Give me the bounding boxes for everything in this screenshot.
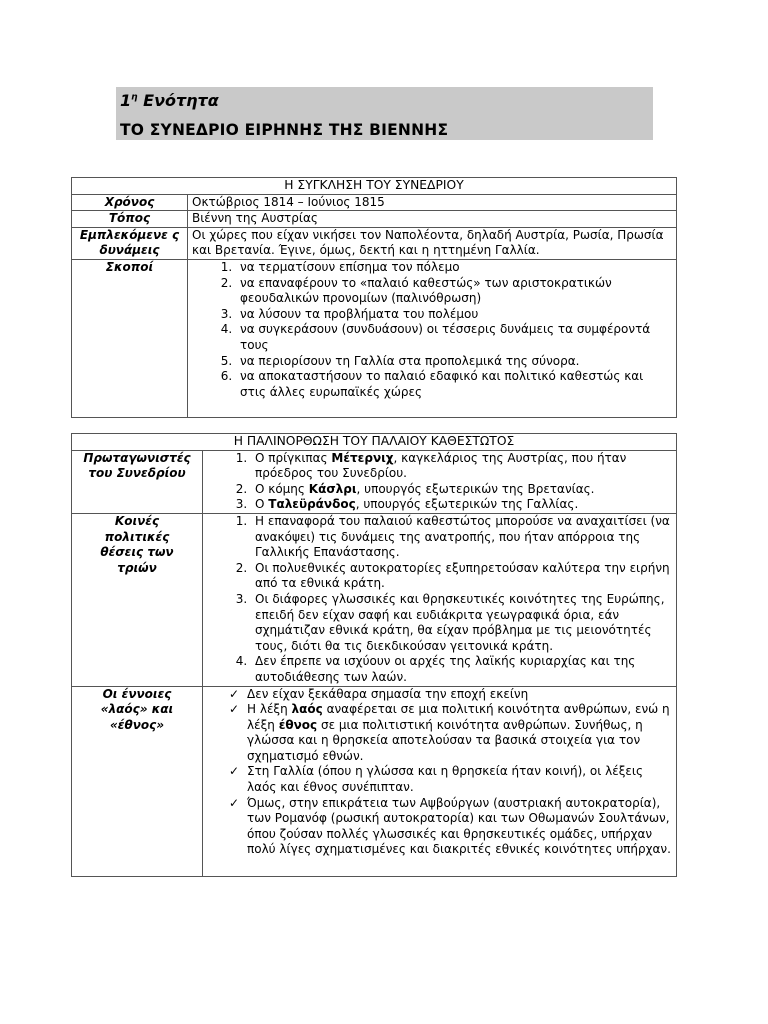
list-item: 4. Δεν έπρεπε να ισχύουν οι αρχές της λαϊκής κυριαρχίας και της αυτοδιάθεσης των λαών.: [251, 654, 672, 685]
checkmark-icon: ✓: [229, 764, 240, 779]
list-item: 1. να τερματίσουν επίσημα τον πόλεμο: [236, 260, 672, 276]
item-text: Ο: [255, 497, 269, 512]
list-item: 3. να λύσουν τα προβλήματα του πολέμου: [236, 307, 672, 323]
unit-heading: [120, 91, 219, 110]
common-positions-list: [207, 514, 672, 686]
list-item: 2. Οι πολυεθνικές αυτοκρατορίες εξυπηρετούσαν καλύτερα την ειρήνη από τα εθνικά κράτη.: [251, 561, 672, 592]
time-label: Χρόνος: [72, 194, 188, 211]
place-label: Τόπος: [72, 211, 188, 228]
goals-label: Σκοποί: [72, 259, 188, 417]
unit-suffix: η: [131, 92, 138, 103]
item-text: , υπουργός εξωτερικών της Γαλλίας.: [355, 497, 579, 512]
list-item: 2. να επαναφέρουν το «παλαιό καθεστώς» των αριστοκρατικών φεουδαλικών προνομίων (παλινόθρωση): [236, 276, 672, 307]
restoration-table: [71, 433, 677, 877]
protagonists-list: [207, 451, 672, 513]
convocation-heading: Η ΣΥΓΚΛΗΣΗ ΤΟΥ ΣΥΝΕΔΡΙΟΥ: [72, 178, 677, 195]
place-value: Βιέννη της Αυστρίας: [188, 211, 677, 228]
list-item: 4. να συγκεράσουν (συνδυάσουν) οι τέσσερις δυνάμεις τα συμφέροντά τους: [236, 322, 672, 353]
protagonists-cell: [203, 450, 677, 513]
list-item: [229, 687, 672, 703]
table-row: [72, 686, 677, 877]
unit-number: 1: [120, 91, 132, 110]
item-text: αναφέρεται σε μια πολιτική κοινότητα ανθρώπων, ενώ η λέξη: [247, 702, 670, 732]
goals-list: [192, 260, 672, 400]
table-row: [72, 259, 677, 417]
goals-cell: [188, 259, 677, 417]
item-text: Ο πρίγκιπας: [255, 450, 332, 465]
table-row: [72, 211, 677, 228]
term-laos: λαός: [291, 702, 323, 717]
common-positions-cell: [203, 513, 677, 686]
concepts-label: Οι έννοιες «λαός» και «έθνος»: [72, 686, 203, 877]
list-item: [251, 497, 672, 513]
list-item: [251, 482, 672, 498]
concepts-cell: [203, 686, 677, 877]
person-name: Ταλεϋράνδος: [268, 497, 356, 512]
title-banner: [116, 87, 653, 140]
list-item: 5. να περιορίσουν τη Γαλλία στα προπολεμικά της σύνορα.: [236, 354, 672, 370]
item-text: , καγκελάριος της Αυστρίας, που ήταν πρόεδρος του Συνεδρίου.: [255, 450, 627, 481]
protagonists-label: Πρωταγωνιστές του Συνεδρίου: [72, 450, 203, 513]
unit-word: Ενότητα: [137, 91, 219, 110]
table-row: [72, 194, 677, 211]
list-item: [251, 451, 672, 482]
checkmark-icon: ✓: [229, 686, 240, 701]
table-row: [72, 513, 677, 686]
restoration-heading: Η ΠΑΛΙΝΟΡΘΩΣΗ ΤΟΥ ΠΑΛΑΙΟΥ ΚΑΘΕΣΤΩΤΟΣ: [72, 434, 677, 451]
list-item: [229, 796, 672, 858]
list-item: 1. Η επαναφορά του παλαιού καθεστώτος μπορούσε να αναχαιτίσει (να ανακόψει) τις δυνάμεις της ανατροπής, που ήταν απόρροια της Γαλλικής Επανάστασης.: [251, 514, 672, 561]
checkmark-icon: ✓: [229, 795, 240, 810]
person-name: Κάσλρι: [308, 481, 357, 496]
term-ethnos: έθνος: [278, 717, 318, 732]
item-text: Η λέξη: [247, 702, 292, 717]
convocation-table: [71, 177, 677, 418]
list-item: [229, 702, 672, 764]
item-text: Ο κόμης: [255, 481, 309, 496]
list-item: [229, 764, 672, 795]
powers-value: Οι χώρες που είχαν νικήσει τον Ναπολέοντα, δηλαδή Αυστρία, Ρωσία, Πρωσία και Βρετανία. Έγινε, όμως, δεκτή και η ηττημένη Γαλλία.: [188, 227, 677, 259]
table-row: [72, 450, 677, 513]
item-text: Δεν είχαν ξεκάθαρα σημασία την εποχή εκείνη: [247, 686, 529, 701]
table-row: [72, 227, 677, 259]
item-text: , υπουργός εξωτερικών της Βρετανίας.: [356, 481, 595, 496]
powers-label: Εμπλεκόμενε ς δυνάμεις: [72, 227, 188, 259]
list-item: 6. να αποκαταστήσουν το παλαιό εδαφικό και πολιτικό καθεστώς και στις άλλες ευρωπαϊκές χώρες: [236, 369, 672, 400]
person-name: Μέτερνιχ: [331, 450, 394, 465]
item-text: σε μια πολιτιστική κοινότητα ανθρώπων. Συνήθως, η γλώσσα και η θρησκεία αποτελούσαν τα βασικά στοιχεία για τον σχηματισμό εθνών.: [247, 717, 643, 763]
common-positions-label: Κοινές πολιτικές θέσεις των τριών: [72, 513, 203, 686]
concepts-list: [207, 687, 672, 859]
list-item: 3. Οι διάφορες γλωσσικές και θρησκευτικές κοινότητες της Ευρώπης, επειδή δεν είχαν σαφή και ευδιάκριτα γεωγραφικά όρια, εάν σχημάτιζαν εθνικά κράτη, θα είχαν πρόβλημα με τις μειονότητές τους, διότι θα τις διεκδικούσαν γειτονικά κράτη.: [251, 592, 672, 654]
item-text: Όμως, στην επικράτεια των Αψβούργων (αυστριακή αυτοκρατορία), των Ρομανόφ (ρωσική αυτοκρατορία) και των Οθωμανών Σουλτάνων, όπου ζούσαν πολλές γλωσσικές και θρησκευτικές ομάδες, υπήρχαν πολύ λίγες σχηματισμένες και διακριτές εθνικές κοινότητες υπήρχαν.: [247, 795, 671, 857]
item-text: Στη Γαλλία (όπου η γλώσσα και η θρησκεία ήταν κοινή), οι λέξεις λαός και έθνος συνέπιπταν.: [247, 764, 643, 795]
time-value: Οκτώβριος 1814 – Ιούνιος 1815: [188, 194, 677, 211]
document-title: ΤΟ ΣΥΝΕΔΡΙΟ ΕΙΡΗΝΗΣ ΤΗΣ ΒΙΕΝΝΗΣ: [120, 121, 449, 139]
checkmark-icon: ✓: [229, 702, 240, 717]
